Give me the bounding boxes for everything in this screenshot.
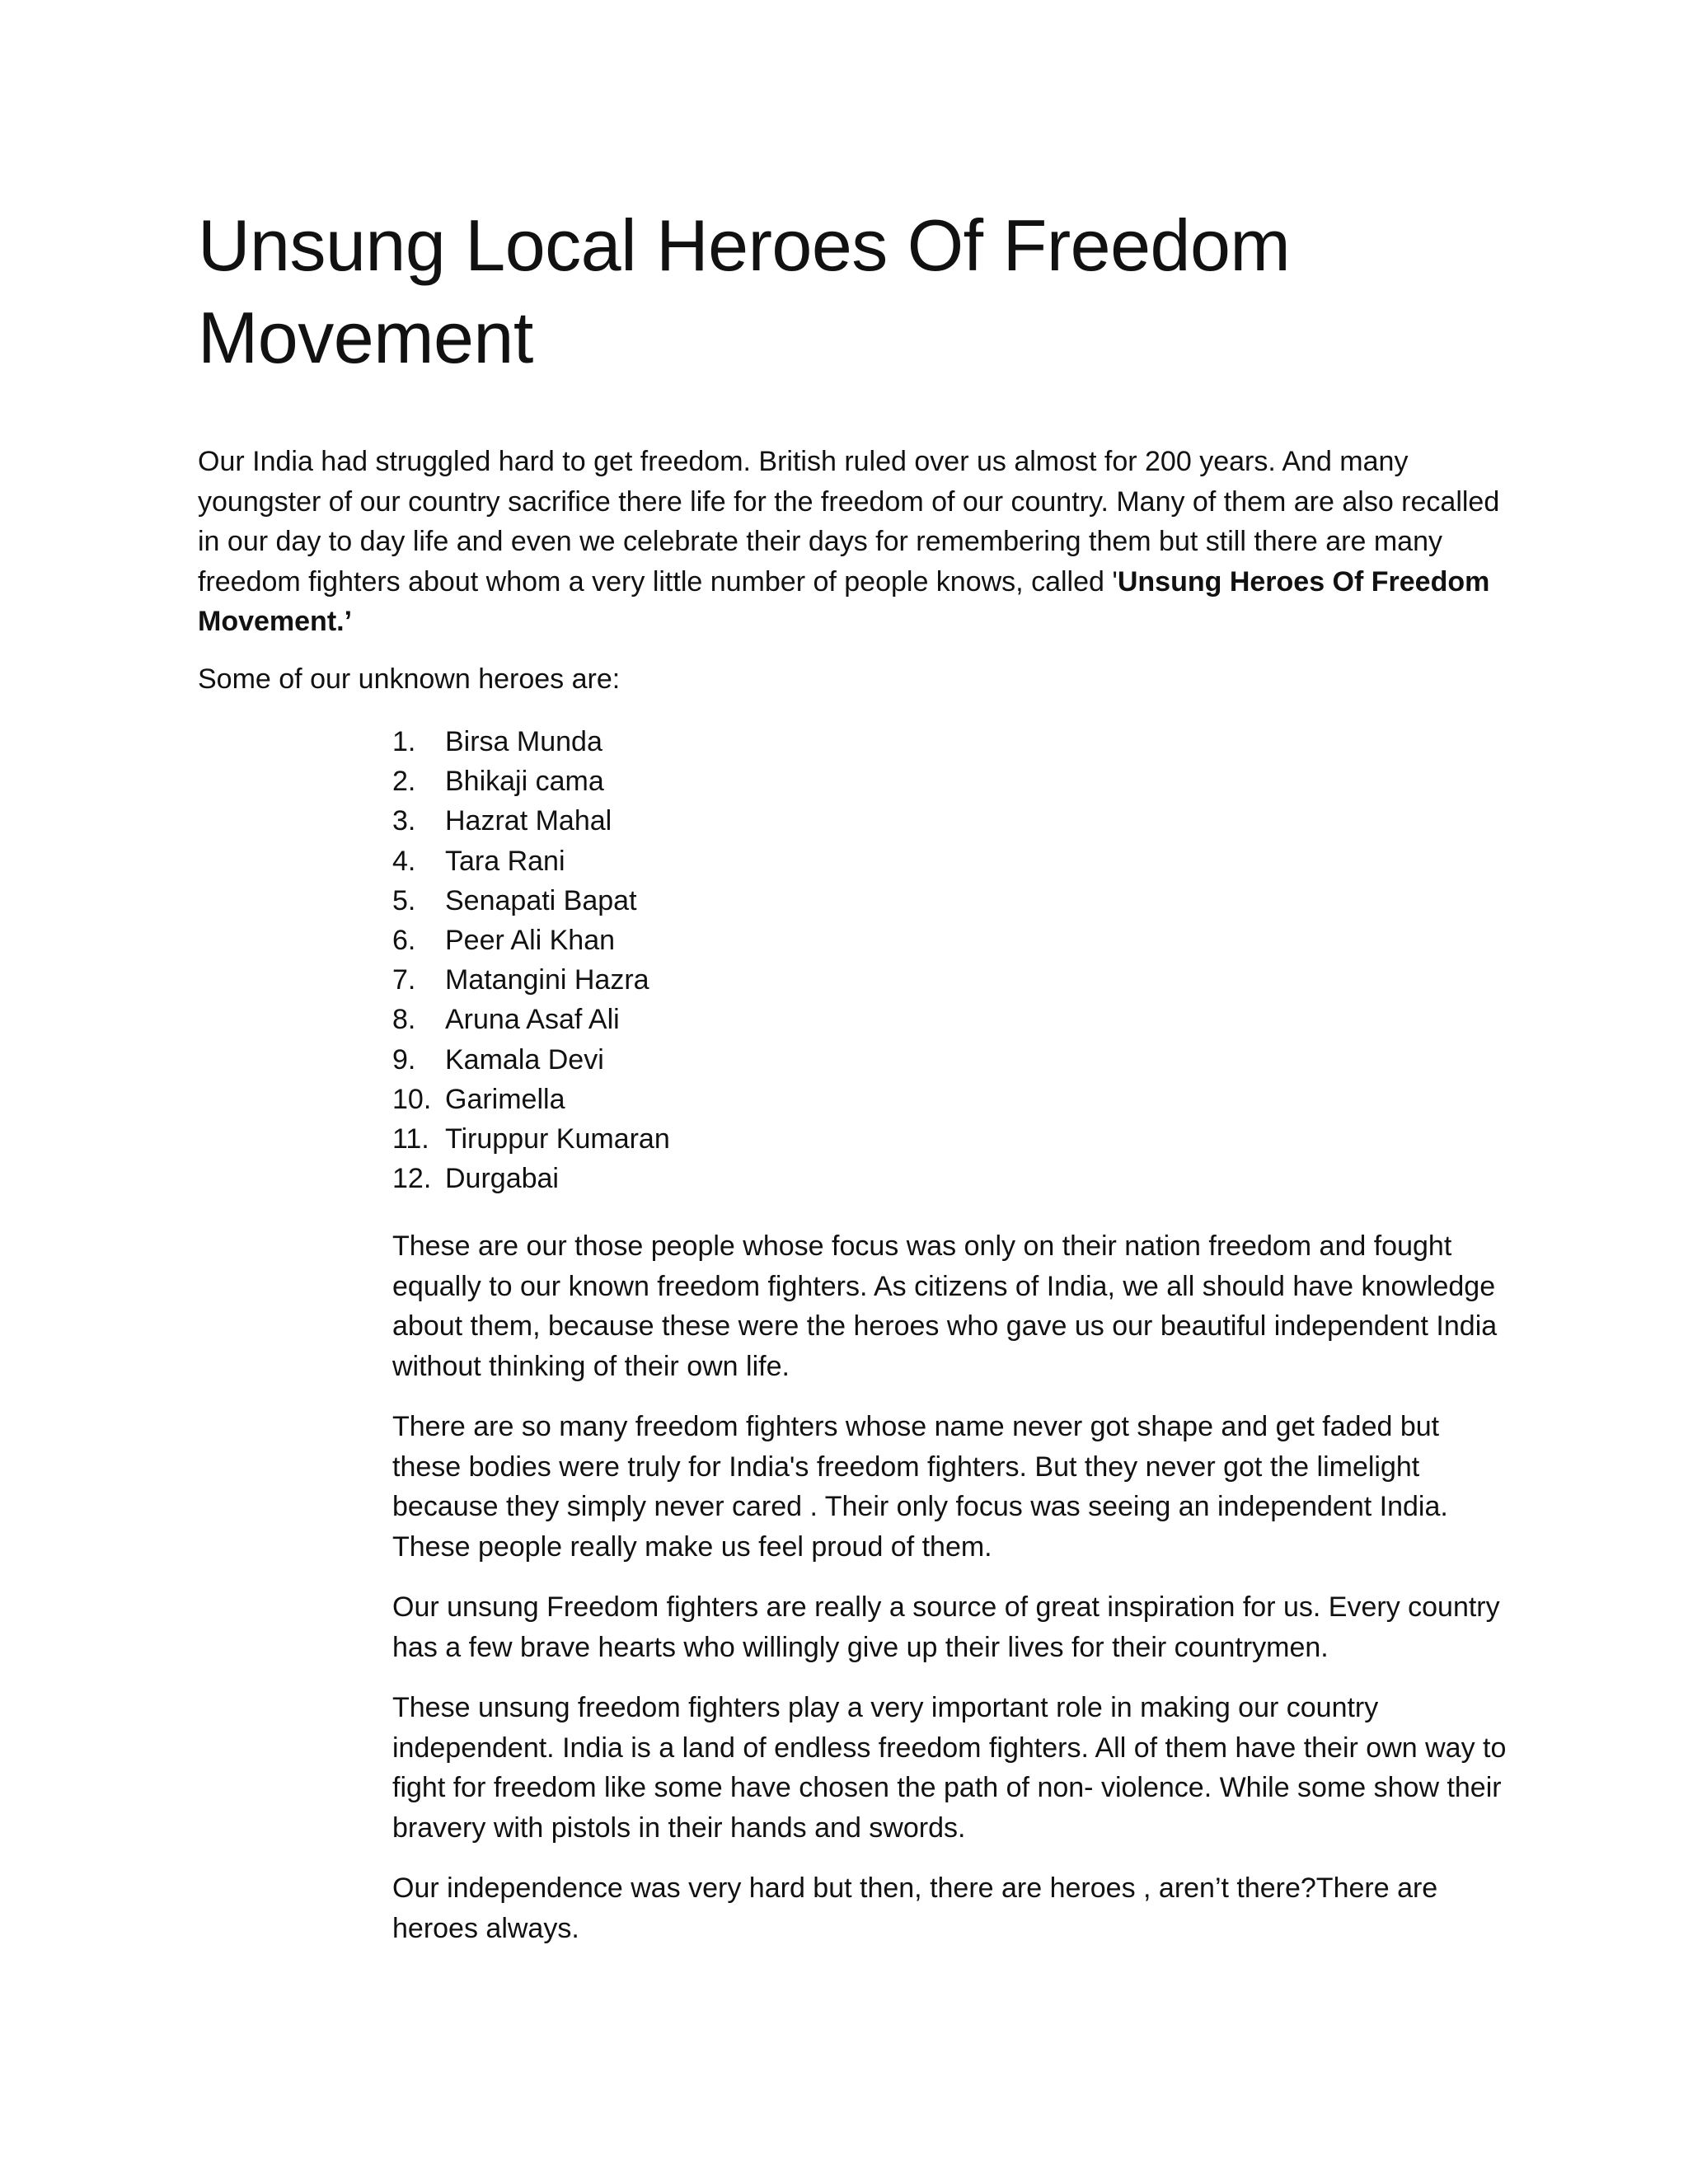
body-paragraph-1: These are our those people whose focus was only on their nation freedom and fought equally to our known freedom fighters. As citizens of India, we all should have knowledge about them, because these were the heroes who gave us our beautiful independent India without thinking of their own life. <box>392 1230 1498 1382</box>
list-item-number: 1. <box>392 726 416 757</box>
list-item-number: 9. <box>392 1043 416 1076</box>
list-item-label: Kamala Devi <box>445 1043 604 1076</box>
intro-bold-phrase: Unsung Heroes Of Freedom Movement.’ <box>198 565 1490 637</box>
list-item-label: Bhikaji cama <box>445 766 604 798</box>
list-item-label: Tiruppur Kumaran <box>445 1122 670 1155</box>
heroes-intro-label: Some of our unknown heroes are: <box>198 663 621 695</box>
body-paragraph-2: There are so many freedom fighters whose name never got shape and get faded but these bodies were truly for India's freedom fighters. But they never got the limelight because they simply never cared . Their only focus was seeing an independent India. These people really make us feel proud of them. <box>392 1411 1448 1563</box>
list-item <box>392 960 670 1000</box>
list-item-number: 8. <box>392 1004 416 1036</box>
list-item <box>392 1080 670 1119</box>
list-item-label: Aruna Asaf Ali <box>445 1004 620 1036</box>
list-item-number: 5. <box>392 884 416 916</box>
list-item-number: 6. <box>392 924 416 956</box>
body-paragraph-5: Our independence was very hard but then, there are heroes , aren’t there?There are heroes always. <box>392 1872 1438 1944</box>
list-item-number: 7. <box>392 964 416 996</box>
body-paragraph-4: These unsung freedom fighters play a very important role in making our country independent. India is a land of endless freedom fighters. All of them have their own way to fight for freedom like some have chosen the path of non- violence. While some show their bravery with pistols in their hands and swords. <box>392 1692 1507 1844</box>
list-item-number: 2. <box>392 766 416 798</box>
body-paragraph-3: Our unsung Freedom fighters are really a source of great inspiration for us. Every country has a few brave hearts who willingly give up their lives for their countrymen. <box>392 1591 1500 1663</box>
list-item-label: Tara Rani <box>445 845 565 877</box>
list-item-label: Hazrat Mahal <box>445 805 612 837</box>
intro-text: Our India had struggled hard to get freedom. British ruled over us almost for 200 years. And many youngster of our country sacrifice there life for the freedom of our country. Many of them are also recalled in our day to day life and even we celebrate their days for remembering them but still there are many freedom fighters about whom a very little number of people knows, called ' <box>198 446 1500 598</box>
list-item <box>392 1000 670 1039</box>
list-item-label: Birsa Munda <box>445 726 603 757</box>
list-item <box>392 1159 670 1198</box>
list-item <box>392 801 670 841</box>
list-item <box>392 1040 670 1080</box>
list-item <box>392 921 670 960</box>
list-item-label: Garimella <box>445 1083 565 1115</box>
list-item-number: 3. <box>392 805 416 837</box>
page-title: Unsung Local Heroes Of Freedom Movement <box>198 204 1291 378</box>
closing-section <box>392 1226 1513 1969</box>
list-item <box>392 881 670 921</box>
list-item-label: Peer Ali Khan <box>445 924 616 956</box>
list-item <box>392 762 670 801</box>
intro-paragraph <box>198 442 1517 642</box>
list-item-label: Matangini Hazra <box>445 964 649 996</box>
list-item <box>392 841 670 881</box>
heroes-list <box>392 722 670 1198</box>
list-item <box>392 722 670 762</box>
list-item <box>392 1119 670 1159</box>
list-item-label: Durgabai <box>445 1163 559 1195</box>
list-item-number: 11. <box>392 1122 429 1155</box>
list-item-number: 10. <box>392 1083 432 1115</box>
list-item-number: 12. <box>392 1163 432 1195</box>
list-item-number: 4. <box>392 845 416 877</box>
list-item-label: Senapati Bapat <box>445 884 637 916</box>
